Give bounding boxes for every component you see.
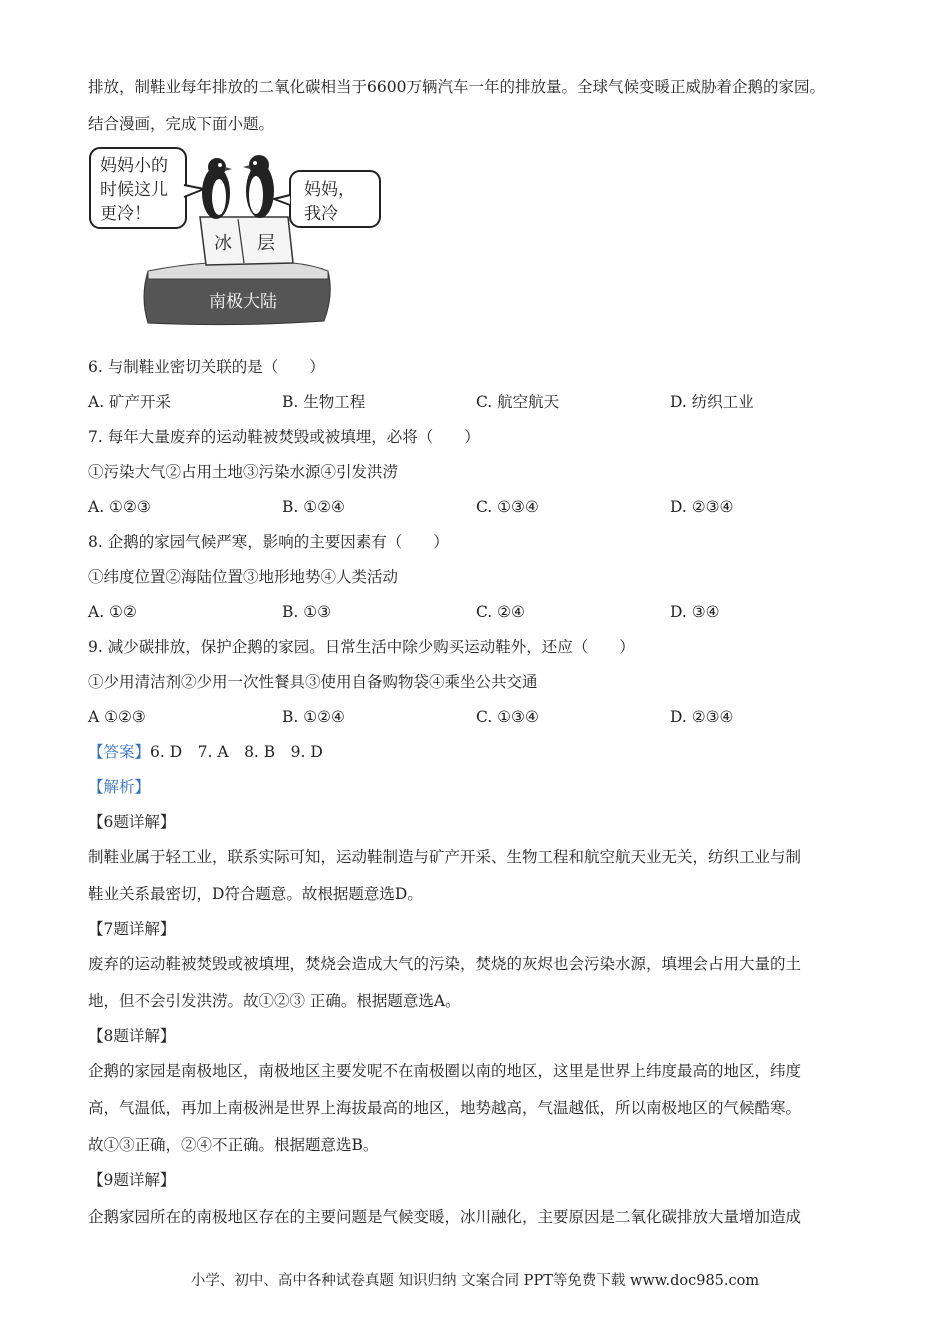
analysis-label: 【解析】 [88,778,151,796]
penguin-child [243,155,274,218]
ice-label-2: 层 [257,233,275,254]
q9-option-d: D. ②③④ [670,708,734,726]
question-8-items: ①纬度位置②海陆位置③地形地势④人类活动 [88,568,399,586]
q8-option-a: A. ①② [88,603,137,621]
answer-line [88,741,323,763]
detail-8-line-2: 高，气温低，再加上南极洲是世界上海拔最高的地区，地势越高，气温越低，所以南极地区的气候酷寒。 [88,1099,802,1117]
bubble-left-line-1: 妈妈小的 [100,156,168,176]
detail-7-heading: 【7题详解】 [88,920,176,938]
detail-8-line-1: 企鹅的家园是南极地区，南极地区主要发呢不在南极圈以南的地区，这里是世界上纬度最高的地区，纬度 [88,1062,802,1080]
bubble-right-line-1: 妈妈， [304,180,355,200]
intro-line-1: 排放，制鞋业每年排放的二氧化碳相当于6600万辆汽车一年的排放量。全球气候变暖正威胁着企鹅的家园。 [88,78,825,96]
q7-option-c: C. ①③④ [476,498,539,516]
ice-label-1: 冰 [214,233,232,254]
detail-8-heading: 【8题详解】 [88,1027,176,1045]
penguin-cartoon [88,145,355,330]
question-9-items: ①少用清洁剂②少用一次性餐具③使用自备购物袋④乘坐公共交通 [88,673,538,691]
detail-7-line-2: 地，但不会引发洪涝。故①②③ 正确。根据题意选A。 [88,992,461,1010]
question-7-items: ①污染大气②占用土地③污染水源④引发洪涝 [88,463,399,481]
q8-option-b: B. ①③ [282,603,332,621]
q6-option-d: D. 纺织工业 [670,393,754,411]
question-9-stem: 9. 减少碳排放，保护企鹅的家园。日常生活中除少购买运动鞋外，还应（ ） [88,638,635,656]
page-footer: 小学、初中、高中各种试卷真题 知识归纳 文案合同 PPT等免费下载 www.doc985.com [190,1273,760,1289]
bubble-right-line-2: 我冷 [304,204,338,224]
question-6-stem: 6. 与制鞋业密切关联的是（ ） [88,358,325,376]
q7-option-d: D. ②③④ [670,498,734,516]
q7-option-a: A. ①②③ [88,498,151,516]
answer-label: 【答案】 [88,743,151,761]
detail-6-line-2: 鞋业关系最密切，D符合题意。故根据题意选D。 [88,885,423,903]
detail-8-line-3: 故①③正确，②④不正确。根据题意选B。 [88,1136,379,1154]
detail-6-line-1: 制鞋业属于轻工业，联系实际可知，运动鞋制造与矿产开采、生物工程和航空航天业无关，纺织工业与制 [88,848,802,866]
bubble-left-line-3: 更冷！ [100,204,151,224]
bubble-left-line-2: 时候这儿 [100,180,168,200]
detail-9-heading: 【9题详解】 [88,1171,176,1189]
q6-option-a: A. 矿产开采 [88,393,172,411]
q9-option-c: C. ①③④ [476,708,539,726]
q8-option-d: D. ③④ [670,603,720,621]
answer-text: 6. D 7. A 8. B 9. D [150,743,323,761]
q6-option-b: B. 生物工程 [282,393,366,411]
question-8-stem: 8. 企鹅的家园气候严寒，影响的主要因素有（ ） [88,533,449,551]
q8-option-c: C. ②④ [476,603,525,621]
q9-option-a: A ①②③ [88,708,146,726]
detail-9-line-1: 企鹅家园所在的南极地区存在的主要问题是气候变暖，冰川融化，主要原因是二氧化碳排放大量增加造成 [88,1208,802,1226]
land-label: 南极大陆 [209,292,277,312]
q9-option-b: B. ①②④ [282,708,345,726]
q7-option-b: B. ①②④ [282,498,345,516]
q6-option-c: C. 航空航天 [476,393,560,411]
question-7-stem: 7. 每年大量废弃的运动鞋被焚毁或被填埋，必将（ ） [88,428,480,446]
detail-6-heading: 【6题详解】 [88,813,176,831]
intro-line-2: 结合漫画，完成下面小题。 [88,115,275,133]
detail-7-line-1: 废弃的运动鞋被焚毁或被填埋，焚烧会造成大气的污染，焚烧的灰烬也会污染水源，填埋会占用大量的土 [88,955,802,973]
